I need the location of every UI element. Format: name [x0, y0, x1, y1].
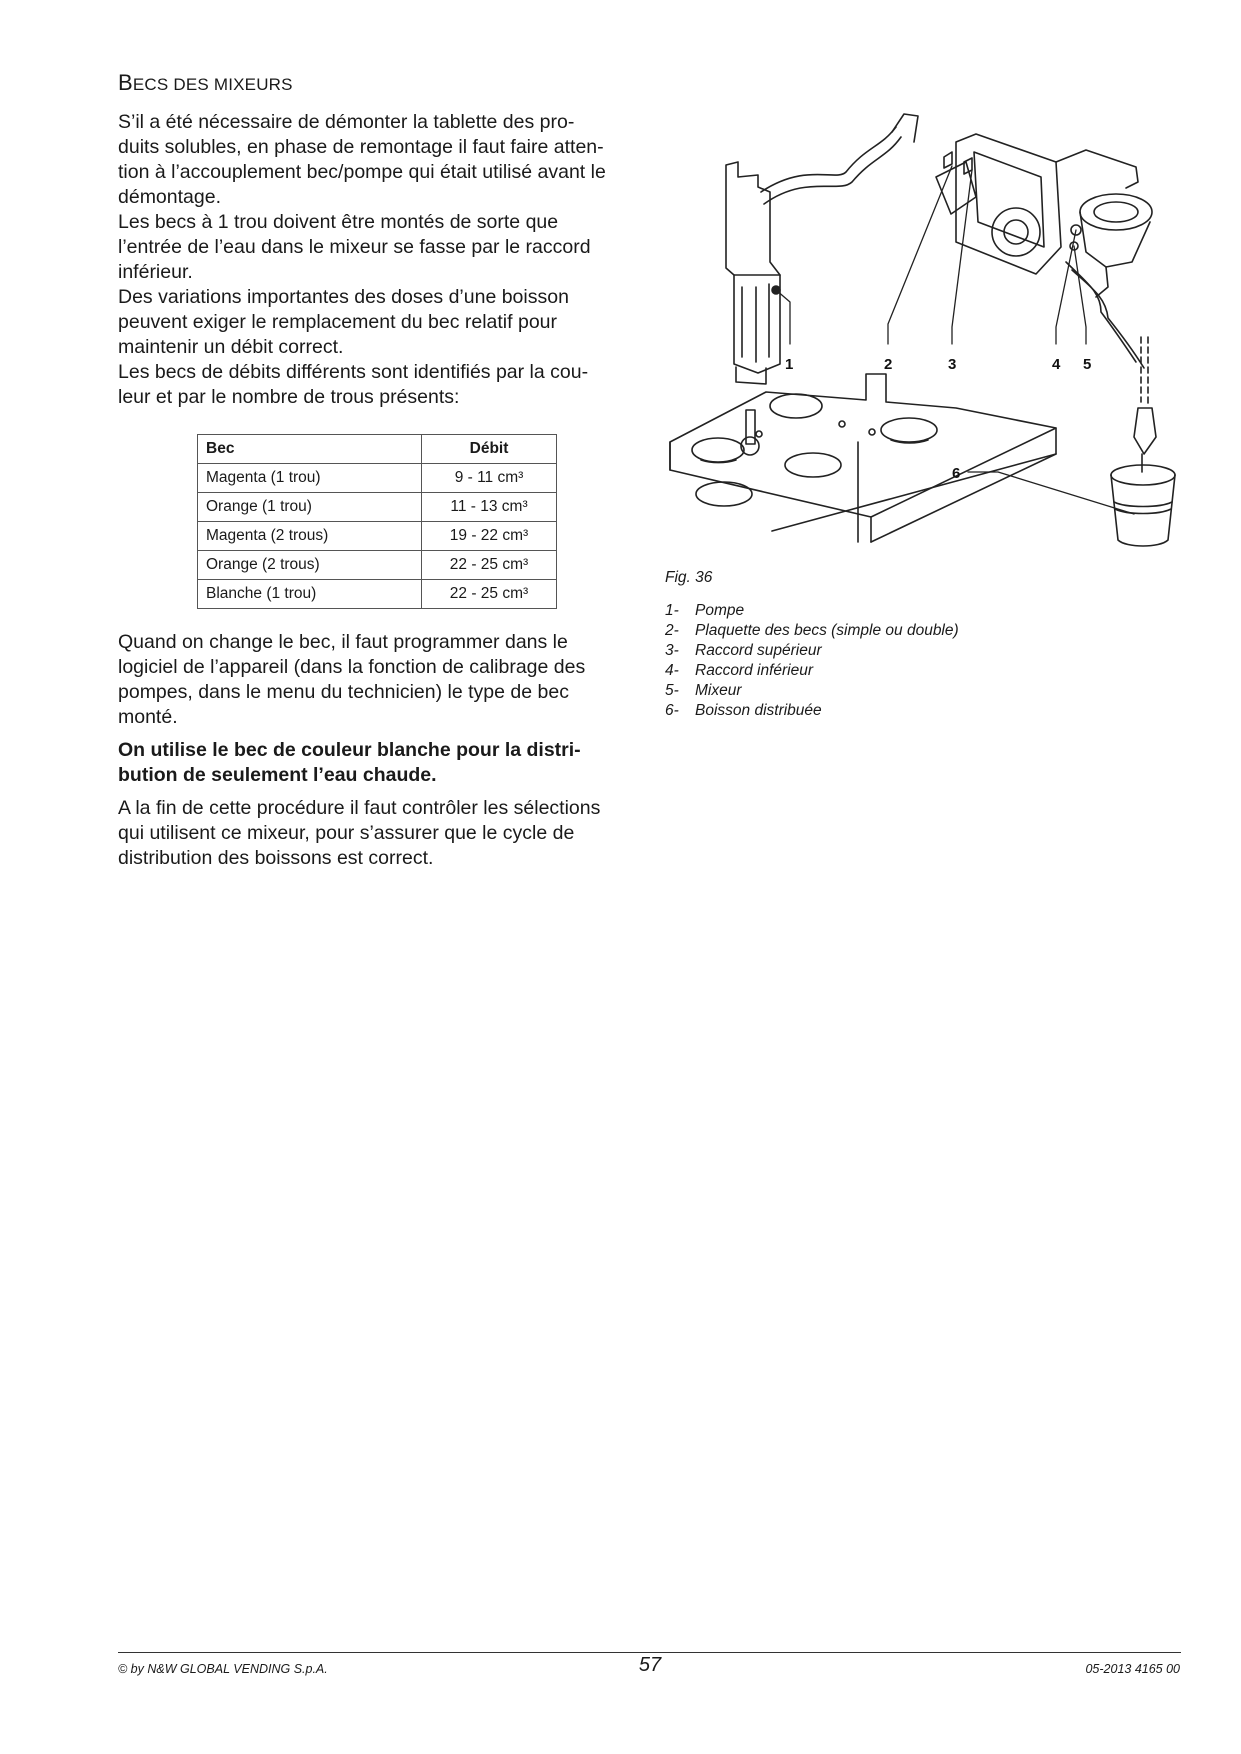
- cell-bec: Orange (1 trou): [198, 493, 422, 522]
- callout-5: 5: [1083, 356, 1092, 373]
- legend-item: [665, 701, 959, 721]
- cell-debit: 9 - 11 cm³: [422, 464, 557, 493]
- tray-illustration: [670, 374, 1056, 542]
- intro-line: S’il a été nécessaire de démonter la tablette des pro-: [118, 111, 575, 133]
- callout-4: 4: [1052, 356, 1061, 373]
- table-row: [198, 551, 557, 580]
- table-row: [198, 464, 557, 493]
- header-bec: Bec: [198, 435, 422, 464]
- intro-line: l’entrée de l’eau dans le mixeur se fasse par le raccord: [118, 236, 591, 258]
- bold-line: On utilise le bec de couleur blanche pour la distri-: [118, 739, 581, 761]
- intro-line: Les becs à 1 trou doivent être montés de sorte que: [118, 211, 559, 233]
- legend-text: Mixeur: [695, 682, 742, 699]
- intro-line: Les becs de débits différents sont identifiés par la cou-: [118, 361, 589, 383]
- intro-paragraph: [118, 110, 638, 410]
- footer-divider: [118, 1652, 1181, 1653]
- legend-num: 3-: [665, 642, 679, 659]
- figure-legend: [665, 601, 959, 721]
- cell-bec: Magenta (1 trou): [198, 464, 422, 493]
- final-check-paragraph: [118, 796, 638, 871]
- header-debit: Débit: [422, 435, 557, 464]
- main-text-column: [118, 70, 638, 410]
- lower-text-column: [118, 630, 638, 879]
- legend-num: 5-: [665, 682, 679, 699]
- legend-num: 4-: [665, 662, 679, 679]
- spout-flow-table: [197, 434, 557, 609]
- legend-num: 2-: [665, 622, 679, 639]
- end-line: qui utilisent ce mixeur, pour s’assurer que le cycle de: [118, 822, 575, 844]
- cell-debit: 22 - 25 cm³: [422, 580, 557, 609]
- callout-1: 1: [785, 356, 794, 373]
- change-line: logiciel de l’appareil (dans la fonction de calibrage des: [118, 656, 586, 678]
- legend-item: [665, 641, 959, 661]
- intro-line: tion à l’accouplement bec/pompe qui était utilisé avant le: [118, 161, 606, 183]
- legend-num: 1-: [665, 602, 679, 619]
- legend-item: [665, 661, 959, 681]
- white-spout-note: [118, 738, 638, 788]
- table-header-row: [198, 435, 557, 464]
- change-line: monté.: [118, 706, 178, 728]
- footer-copyright: © by N&W GLOBAL VENDING S.p.A.: [118, 1662, 328, 1676]
- footer-doc-code: 05-2013 4165 00: [1085, 1662, 1180, 1676]
- cell-debit: 22 - 25 cm³: [422, 551, 557, 580]
- cell-debit: 19 - 22 cm³: [422, 522, 557, 551]
- section-title-initial: B: [118, 70, 133, 95]
- legend-text: Boisson distribuée: [695, 702, 822, 719]
- section-title: [118, 70, 638, 96]
- bold-line: bution de seulement l’eau chaude.: [118, 764, 437, 786]
- change-line: pompes, dans le menu du technicien) le type de bec: [118, 681, 569, 703]
- cup-illustration: [1111, 337, 1175, 546]
- legend-text: Raccord supérieur: [695, 642, 822, 659]
- legend-item: [665, 681, 959, 701]
- legend-item: [665, 601, 959, 621]
- section-title-rest: ECS DES MIXEURS: [132, 75, 293, 94]
- legend-text: Raccord inférieur: [695, 662, 814, 679]
- callout-2: 2: [884, 356, 893, 373]
- callout-3: 3: [948, 356, 957, 373]
- page-number: 57: [638, 1654, 662, 1676]
- intro-line: démontage.: [118, 186, 221, 208]
- intro-line: Des variations importantes des doses d’une boisson: [118, 286, 569, 308]
- legend-item: [665, 621, 959, 641]
- cell-bec: Blanche (1 trou): [198, 580, 422, 609]
- intro-line: peuvent exiger le remplacement du bec relatif pour: [118, 311, 557, 333]
- mixer-spout-figure: [656, 62, 1216, 552]
- table-row: [198, 522, 557, 551]
- end-line: A la fin de cette procédure il faut contrôler les sélections: [118, 797, 601, 819]
- cell-bec: Magenta (2 trous): [198, 522, 422, 551]
- legend-text: Pompe: [695, 602, 745, 619]
- intro-line: leur et par le nombre de trous présents:: [118, 386, 460, 408]
- legend-text: Plaquette des becs (simple ou double): [695, 622, 959, 639]
- pump-illustration: [726, 114, 918, 384]
- intro-line: maintenir un débit correct.: [118, 336, 344, 358]
- cell-bec: Orange (2 trous): [198, 551, 422, 580]
- legend-num: 6-: [665, 702, 679, 719]
- cell-debit: 11 - 13 cm³: [422, 493, 557, 522]
- end-line: distribution des boissons est correct.: [118, 847, 434, 869]
- intro-line: duits solubles, en phase de remontage il faut faire atten-: [118, 136, 604, 158]
- change-line: Quand on change le bec, il faut programmer dans le: [118, 631, 568, 653]
- mixer-illustration: [936, 134, 1152, 368]
- callout-6: 6: [952, 465, 961, 482]
- table-row: [198, 493, 557, 522]
- figure-caption: Fig. 36: [665, 569, 713, 586]
- intro-line: inférieur.: [118, 261, 193, 283]
- table-row: [198, 580, 557, 609]
- change-paragraph: [118, 630, 638, 730]
